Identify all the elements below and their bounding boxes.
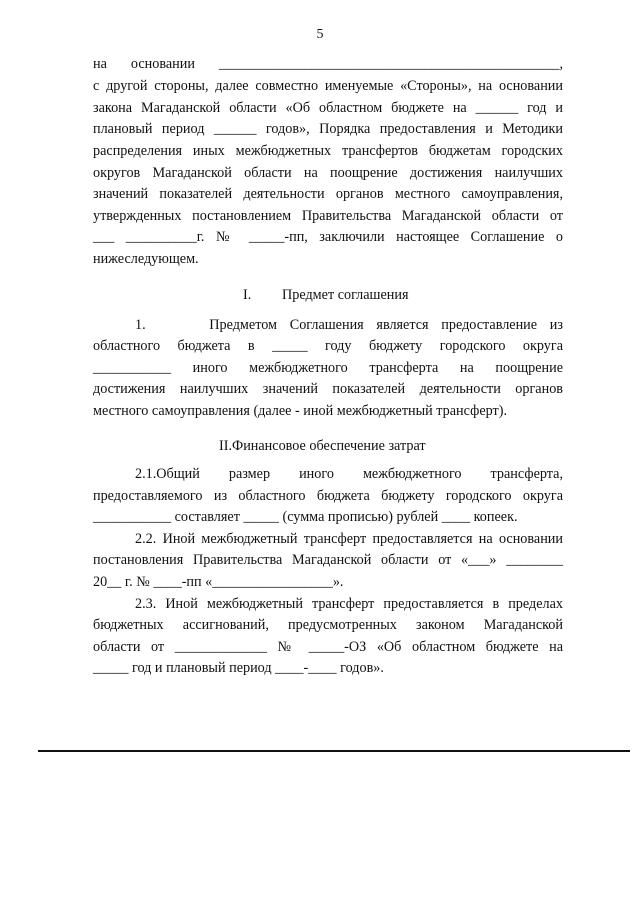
text-line: плановый период ______ годов», Порядка предоставления и Методики <box>93 121 563 137</box>
text-line: нижеследующем. <box>93 251 199 267</box>
text-line: области от _____________ № _____-ОЗ «Об областном бюджете на <box>93 639 563 655</box>
text-line: 2.3. Иной межбюджетный трансферт предоставляется в пределах <box>135 596 563 612</box>
text-line: 2.1.Общий размер иного межбюджетного трансферта, <box>135 466 563 482</box>
text-line: достижения наилучших значений показателей деятельности органов <box>93 381 563 397</box>
section-title: Предмет соглашения <box>282 287 409 303</box>
text-line: ___________ составляет _____ (сумма прописью) рублей ____ копеек. <box>93 509 518 525</box>
text-line: ___________ иного межбюджетного трансферта на поощрение <box>93 360 563 376</box>
text-line: _____ год и плановый период ____-____ годов». <box>93 660 384 676</box>
text-line: местного самоуправления (далее - иной межбюджетный трансферт). <box>93 403 507 419</box>
text-line: бюджетных ассигнований, предусмотренных законом Магаданской <box>93 617 563 633</box>
text-line: на основании ________________________________________________, <box>93 56 563 72</box>
section-2-heading: II.Финансовое обеспечение затрат <box>219 438 426 454</box>
text-line: 1. Предметом Соглашения является предоставление из <box>135 317 563 333</box>
section-number: I. <box>243 287 252 303</box>
text-line: утвержденных постановлением Правительства Магаданской области от <box>93 208 563 224</box>
text-line: значений показателей деятельности органов местного самоуправления, <box>93 186 563 202</box>
page-bottom-rule <box>38 750 630 752</box>
text-line: постановления Правительства Магаданской области от «___» ________ <box>93 552 563 568</box>
text-line: областного бюджета в _____ году бюджету городского округа <box>93 338 563 354</box>
text-line: предоставляемого из областного бюджета бюджету городского округа <box>93 488 563 504</box>
text-line: 2.2. Иной межбюджетный трансферт предоставляется на основании <box>135 531 563 547</box>
text-line: с другой стороны, далее совместно именуемые «Стороны», на основании <box>93 78 563 94</box>
text-line: 20__ г. № ____-пп «_________________». <box>93 574 344 590</box>
text-line: распределения иных межбюджетных трансфертов бюджетам городских <box>93 143 563 159</box>
text-line: округов Магаданской области на поощрение достижения наилучших <box>93 165 563 181</box>
page-number: 5 <box>316 27 324 42</box>
text-line: закона Магаданской области «Об областном бюджете на ______ год и <box>93 100 563 116</box>
text-line: ___ __________г. № _____-пп, заключили настоящее Соглашение о <box>93 229 563 245</box>
